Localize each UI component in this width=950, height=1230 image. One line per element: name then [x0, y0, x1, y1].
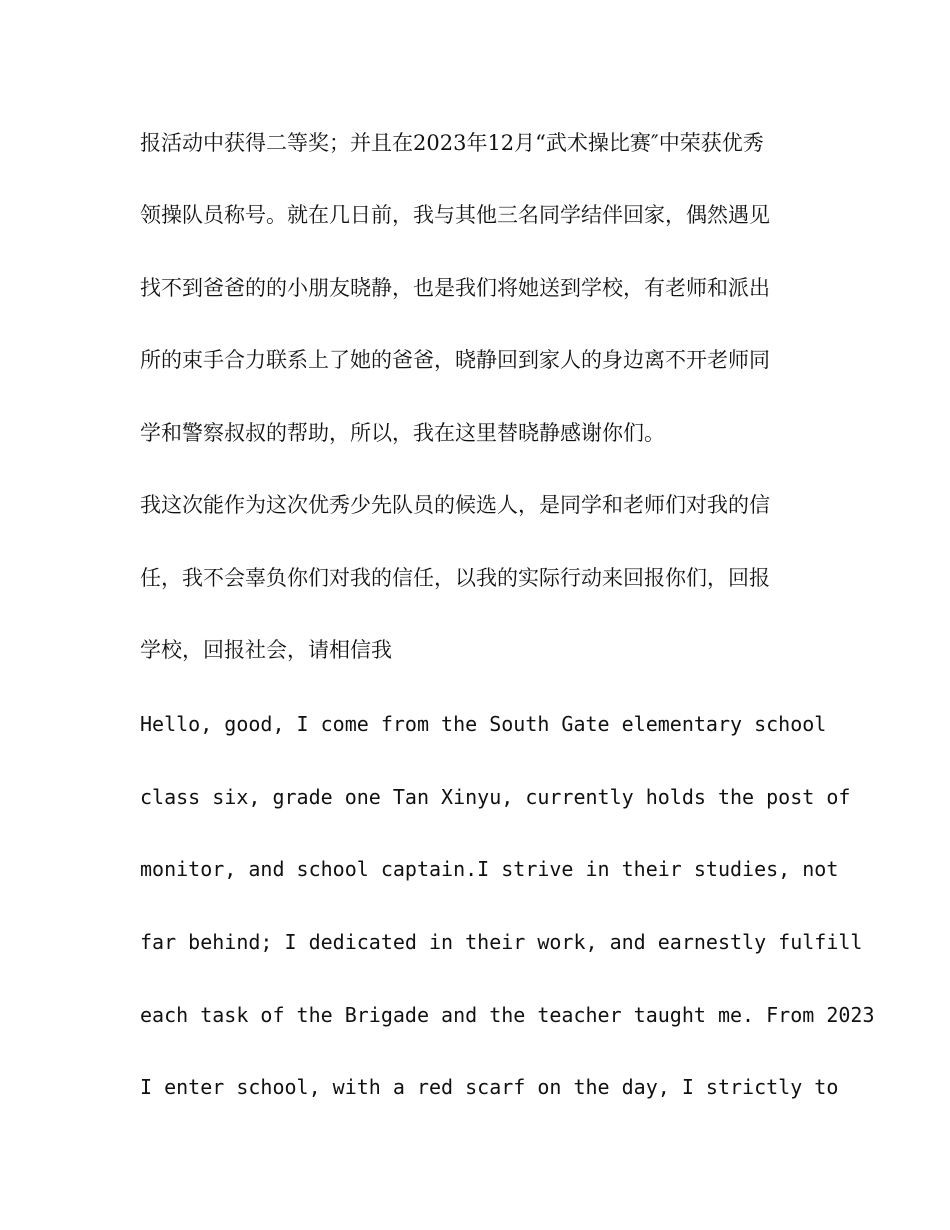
- english-paragraph-line: class six, grade one Tan Xinyu, currently holds the post of: [140, 785, 851, 809]
- paragraph-line: 任，我不会辜负你们对我的信任，以我的实际行动来回报你们，回报: [140, 566, 770, 590]
- english-paragraph-line: I enter school, with a red scarf on the day, I strictly to: [140, 1075, 839, 1099]
- paragraph-line: 报活动中获得二等奖；并且在2023年12月“武术操比赛″中荣获优秀: [140, 131, 764, 155]
- english-paragraph-line: monitor, and school captain.I strive in their studies, not: [140, 857, 839, 881]
- paragraph-line: 学校，回报社会，请相信我: [140, 638, 392, 662]
- paragraph-line: 领操队员称号。就在几日前，我与其他三名同学结伴回家，偶然遇见: [140, 203, 770, 227]
- english-paragraph-line: far behind; I dedicated in their work, and earnestly fulfill: [140, 930, 863, 954]
- english-paragraph-line: each task of the Brigade and the teacher taught me. From 2023: [140, 1003, 875, 1027]
- paragraph-line: 我这次能作为这次优秀少先队员的候选人，是同学和老师们对我的信: [140, 493, 770, 517]
- paragraph-line: 所的束手合力联系上了她的爸爸，晓静回到家人的身边离不开老师同: [140, 348, 770, 372]
- paragraph-line: 找不到爸爸的的小朋友晓静，也是我们将她送到学校，有老师和派出: [140, 276, 770, 300]
- english-paragraph-line: Hello, good, I come from the South Gate elementary school: [140, 712, 827, 736]
- paragraph-line: 学和警察叔叔的帮助，所以，我在这里替晓静感谢你们。: [140, 421, 665, 445]
